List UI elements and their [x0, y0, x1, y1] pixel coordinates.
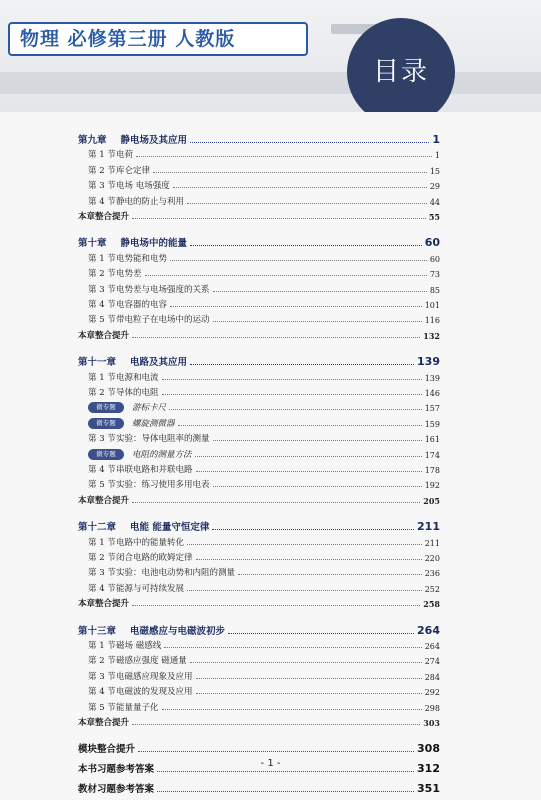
section-row[interactable]: [78, 463, 440, 475]
section-number: 第 3 节: [88, 284, 116, 295]
item-page: 292: [424, 688, 440, 698]
section-row[interactable]: [78, 701, 440, 713]
summary-title: 本章整合提升: [78, 212, 130, 222]
section-title: 电势差: [116, 269, 142, 280]
chapter-row[interactable]: [78, 623, 440, 637]
dot-leader: [170, 306, 422, 307]
endmatter-page: 312: [417, 762, 440, 776]
section-title: 磁感应强度 磁通量: [116, 656, 187, 667]
dot-leader: [196, 693, 422, 694]
item-page: 139: [424, 373, 440, 383]
chapter-title: 电路及其应用: [130, 357, 188, 369]
item-page: 29: [429, 182, 440, 192]
special-topic-row[interactable]: [78, 417, 440, 429]
section-number: 第 4 节: [88, 465, 116, 475]
section-row[interactable]: [78, 478, 440, 490]
dot-leader: [190, 662, 422, 663]
section-title: 串联电路和并联电路: [116, 465, 193, 475]
endmatter-page: 351: [417, 782, 440, 796]
section-row[interactable]: [78, 148, 440, 160]
section-title: 能量量子化: [116, 702, 159, 713]
chapter-label: 第十三章: [78, 625, 117, 637]
section-title: 电荷: [116, 150, 134, 161]
item-page: 55: [428, 212, 440, 222]
section-row[interactable]: [78, 252, 440, 264]
item-page: 101: [424, 301, 440, 310]
item-page: 15: [429, 166, 440, 176]
dot-leader: [187, 203, 427, 204]
endmatter-row[interactable]: [78, 781, 440, 795]
chapter-label: 第十章: [78, 238, 107, 250]
dot-leader: [213, 321, 422, 322]
chapter-title: 静电场及其应用: [120, 135, 188, 146]
dot-leader: [187, 544, 422, 545]
header-banner: [0, 0, 541, 112]
endmatter-title: 本书习题参考答案: [78, 764, 155, 776]
item-page: 116: [424, 316, 440, 326]
dot-leader: [190, 142, 429, 143]
section-title: 实验：练习使用多用电表: [116, 480, 210, 491]
section-row[interactable]: [78, 164, 440, 176]
section-row[interactable]: [78, 582, 440, 594]
dot-leader: [196, 559, 422, 560]
chapter-label: 第九章: [78, 135, 107, 146]
item-page: 159: [424, 419, 440, 429]
section-row[interactable]: [78, 639, 440, 651]
endmatter-page: 308: [417, 742, 440, 756]
endmatter-title: 模块整合提升: [78, 744, 136, 756]
section-row[interactable]: [78, 283, 440, 295]
section-number: 第 3 节: [88, 181, 116, 192]
section-number: 第 1 节: [88, 150, 116, 161]
chapter-row[interactable]: [78, 519, 440, 533]
section-row[interactable]: [78, 551, 440, 563]
dot-leader: [238, 574, 422, 575]
item-page: 178: [424, 466, 440, 475]
section-title: 电源和电流: [116, 372, 159, 383]
chapter-summary-row[interactable]: [78, 210, 440, 222]
section-number: 第 4 节: [88, 687, 116, 698]
dot-leader: [173, 187, 427, 188]
section-row[interactable]: [78, 432, 440, 444]
section-title: 能源与可持续发展: [116, 583, 185, 594]
dot-leader: [132, 605, 420, 606]
section-row[interactable]: [78, 670, 440, 682]
item-page: 211: [424, 538, 440, 548]
chapter-page: 60: [424, 236, 440, 250]
item-page: 284: [424, 672, 440, 682]
dot-leader: [162, 379, 422, 380]
section-title: 电路中的能量转化: [116, 537, 185, 548]
book-title: 物理 必修第三册 人教版: [8, 22, 308, 56]
dot-leader: [213, 291, 427, 292]
item-page: 174: [424, 450, 440, 460]
dot-leader: [213, 440, 422, 441]
section-title: 闭合电路的欧姆定律: [116, 553, 193, 563]
section-number: 第 2 节: [88, 553, 116, 563]
special-topic-badge: 微专题: [88, 449, 124, 460]
dot-leader: [153, 172, 427, 173]
item-page: 157: [424, 404, 440, 414]
header-stripe: [0, 72, 541, 94]
section-title: 电磁感应现象及应用: [116, 671, 193, 682]
chapter-title: 电磁感应与电磁波初步: [130, 625, 226, 637]
item-page: 73: [429, 270, 440, 280]
dot-leader: [145, 275, 427, 276]
item-page: 236: [424, 569, 440, 579]
chapter-label: 第十二章: [78, 522, 117, 534]
section-title: 实验：电池电动势和内阻的测量: [116, 568, 236, 579]
summary-title: 本章整合提升: [78, 495, 130, 506]
item-page: 274: [424, 657, 440, 667]
item-page: 264: [424, 642, 440, 651]
section-title: 磁场 磁感线: [116, 641, 162, 651]
section-row[interactable]: [78, 371, 440, 383]
item-page: 192: [424, 481, 440, 491]
summary-title: 本章整合提升: [78, 599, 130, 610]
section-row[interactable]: [78, 195, 440, 207]
special-topic-badge: 微专题: [88, 402, 124, 413]
section-number: 第 3 节: [88, 434, 116, 445]
dot-leader: [162, 394, 422, 395]
section-number: 第 3 节: [88, 568, 116, 579]
section-title: 导体的电阻: [116, 388, 159, 398]
dot-leader: [157, 771, 414, 772]
section-number: 第 4 节: [88, 300, 116, 310]
dot-leader: [213, 486, 422, 487]
section-number: 第 4 节: [88, 583, 116, 594]
chapter-title: 电能 能量守恒定律: [130, 522, 210, 534]
section-row[interactable]: [78, 566, 440, 578]
item-page: 146: [424, 389, 440, 398]
section-title: 电势差与电场强度的关系: [116, 284, 210, 295]
dot-leader: [138, 751, 414, 752]
dot-leader: [162, 709, 422, 710]
section-number: 第 5 节: [88, 702, 116, 713]
dot-leader: [196, 471, 422, 472]
dot-leader: [196, 678, 422, 679]
dot-leader: [132, 724, 420, 725]
dot-leader: [187, 590, 422, 591]
section-row[interactable]: [78, 179, 440, 191]
section-number: 第 2 节: [88, 656, 116, 667]
dot-leader: [195, 456, 422, 457]
chapter-page: 264: [417, 623, 440, 637]
item-page: 60: [429, 254, 440, 264]
section-title: 实验：导体电阻率的测量: [116, 434, 210, 445]
item-page: 303: [423, 718, 440, 728]
page-number: - 1 -: [260, 758, 281, 769]
chapter-summary-row[interactable]: [78, 716, 440, 728]
section-number: 第 4 节: [88, 196, 116, 207]
chapter-summary-row[interactable]: [78, 329, 440, 341]
section-row[interactable]: [78, 386, 440, 398]
special-topic-row[interactable]: [78, 448, 440, 460]
dot-leader: [157, 791, 414, 792]
toc-page: [0, 112, 541, 800]
dot-leader: [228, 633, 414, 634]
section-row[interactable]: [78, 536, 440, 548]
dot-leader: [132, 502, 420, 503]
section-number: 第 1 节: [88, 641, 116, 651]
chapter-title: 静电场中的能量: [120, 238, 188, 250]
item-page: 205: [423, 495, 440, 506]
item-page: 220: [424, 554, 440, 563]
dot-leader: [212, 529, 414, 530]
dot-leader: [190, 364, 414, 365]
dot-leader: [132, 337, 420, 338]
section-title: 电磁波的发现及应用: [116, 687, 193, 698]
item-page: 1: [434, 151, 440, 161]
chapter-page: 211: [417, 520, 440, 534]
special-topic-title: 螺旋测微器: [132, 418, 175, 429]
toc-title-circle: [347, 18, 455, 126]
section-number: 第 2 节: [88, 165, 116, 176]
chapter-label: 第十一章: [78, 357, 117, 369]
section-title: 库仑定律: [116, 165, 151, 176]
special-topic-row[interactable]: [78, 401, 440, 413]
summary-title: 本章整合提升: [78, 330, 130, 341]
section-row[interactable]: [78, 313, 440, 325]
endmatter-row[interactable]: [78, 741, 440, 755]
section-number: 第 1 节: [88, 253, 116, 264]
dot-leader: [190, 245, 422, 246]
chapter-row[interactable]: [78, 235, 440, 249]
special-topic-badge: 微专题: [88, 418, 124, 429]
chapter-row[interactable]: [78, 132, 440, 146]
item-page: 132: [423, 330, 440, 341]
section-number: 第 5 节: [88, 480, 116, 491]
endmatter-title: 教材习题参考答案: [78, 784, 155, 796]
item-page: 258: [423, 599, 440, 610]
chapter-row[interactable]: [78, 354, 440, 368]
section-row[interactable]: [78, 685, 440, 697]
section-number: 第 3 节: [88, 671, 116, 682]
chapter-page: 1: [432, 133, 440, 146]
item-page: 44: [429, 197, 440, 207]
dot-leader: [136, 156, 432, 157]
section-number: 第 1 节: [88, 372, 116, 383]
item-page: 298: [424, 703, 440, 713]
chapter-summary-row[interactable]: [78, 494, 440, 506]
section-number: 第 2 节: [88, 388, 116, 398]
section-row[interactable]: [78, 298, 440, 310]
summary-title: 本章整合提升: [78, 718, 130, 728]
section-row[interactable]: [78, 267, 440, 279]
special-topic-title: 电阻的测量方法: [132, 449, 192, 460]
dot-leader: [164, 647, 422, 648]
item-page: 161: [424, 435, 440, 445]
section-title: 电势能和电势: [116, 253, 168, 264]
dot-leader: [170, 260, 427, 261]
toc-title: 目录: [372, 57, 429, 87]
section-title: 电场 电场强度: [116, 181, 170, 192]
dot-leader: [169, 409, 422, 410]
item-page: 85: [429, 285, 440, 295]
section-number: 第 5 节: [88, 315, 116, 326]
section-number: 第 2 节: [88, 269, 116, 280]
dot-leader: [178, 425, 422, 426]
item-page: 252: [424, 584, 440, 594]
chapter-summary-row[interactable]: [78, 597, 440, 609]
section-title: 电容器的电容: [116, 300, 168, 310]
chapter-page: 139: [417, 355, 440, 369]
section-row[interactable]: [78, 654, 440, 666]
section-title: 带电粒子在电场中的运动: [116, 315, 210, 326]
special-topic-title: 游标卡尺: [132, 403, 167, 414]
section-number: 第 1 节: [88, 537, 116, 548]
dot-leader: [132, 218, 426, 219]
section-title: 静电的防止与利用: [116, 196, 185, 207]
